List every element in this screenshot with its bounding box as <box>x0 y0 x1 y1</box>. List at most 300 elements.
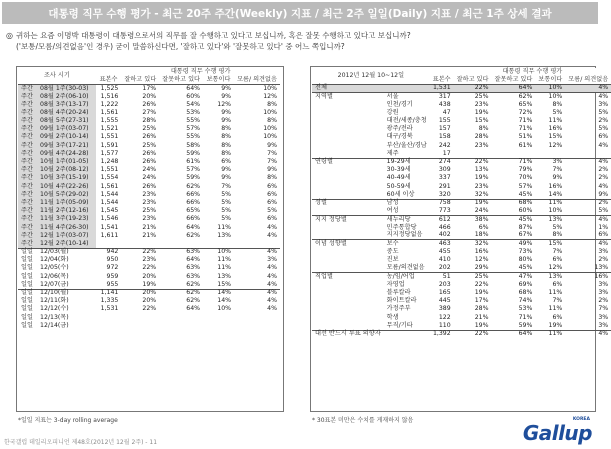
row-label: 12월 1주(03-07) <box>37 232 96 240</box>
bad-pct <box>159 322 203 330</box>
row-type: 일일 <box>21 321 33 329</box>
dk-pct: 2% <box>598 297 609 305</box>
base-count <box>96 322 122 330</box>
good-pct: 23% <box>142 198 157 206</box>
neutral-pct: 9% <box>221 166 232 174</box>
row-label: 학생 <box>386 313 399 321</box>
row-type <box>312 183 384 191</box>
dk-pct: 6% <box>598 133 609 141</box>
table-row <box>312 248 611 256</box>
base-count: 1,554 <box>100 174 119 182</box>
dk-pct: 6% <box>267 190 277 198</box>
neutral-pct: 5% <box>221 207 232 215</box>
row-label: 12/13(목) <box>40 313 69 321</box>
good-pct: 19% <box>142 280 157 288</box>
bad-pct: 73% <box>518 248 533 256</box>
row-type <box>312 191 384 199</box>
dk-header: 모름/ 의견없음 <box>234 76 280 84</box>
row-label: 광주/전라 <box>386 125 413 133</box>
bad-pct: 55% <box>186 133 201 141</box>
good-pct: 6% <box>478 223 489 231</box>
good-pct: 22% <box>454 158 492 166</box>
base-count: 445 <box>438 297 451 305</box>
good-pct: 12% <box>474 256 489 264</box>
table-row <box>312 109 611 117</box>
base-count <box>96 314 122 322</box>
table-row <box>18 232 280 240</box>
base-count: 1,531 <box>430 84 454 92</box>
row-label: 12/10(월) <box>37 289 96 297</box>
base-count: 1,541 <box>100 223 119 231</box>
bad-pct: 63% <box>159 248 203 256</box>
base-count: 1,335 <box>100 297 119 305</box>
bad-pct: 66% <box>186 190 201 198</box>
base-count: 950 <box>106 256 119 264</box>
table-row <box>312 215 611 223</box>
table-row <box>312 256 611 264</box>
row-label: 중도 <box>386 248 399 256</box>
neutral-pct: 16% <box>548 125 563 133</box>
neutral-pct: 11% <box>548 117 563 125</box>
good-pct: 21% <box>474 313 489 321</box>
table-row <box>312 289 611 297</box>
row-type: 주간 <box>18 134 37 142</box>
base-count: 1,141 <box>96 289 122 297</box>
good-pct: 22% <box>454 84 492 92</box>
base-count: 1,525 <box>96 84 122 92</box>
good-pct: 26% <box>142 133 157 141</box>
good-pct: 19% <box>474 321 489 329</box>
row-type <box>312 125 384 133</box>
good-pct: 23% <box>142 256 157 264</box>
dk-pct: 4% <box>267 272 277 280</box>
bad-pct: 45% <box>492 215 536 223</box>
neutral-pct: 7% <box>552 297 563 305</box>
rating-group-header: 대통령 직무 수행 평가 <box>121 68 280 76</box>
good-pct: 23% <box>474 100 489 108</box>
bad-pct: 59% <box>186 174 201 182</box>
dk-pct: 3% <box>598 280 609 288</box>
neutral-pct: 5% <box>552 223 563 231</box>
good-pct: 21% <box>142 231 157 239</box>
good-pct <box>121 240 159 248</box>
table-row <box>18 322 280 330</box>
good-pct: 22% <box>474 280 489 288</box>
gallup-logo <box>522 417 592 445</box>
base-count: 320 <box>438 190 451 198</box>
neutral-pct: 11% <box>535 199 565 207</box>
good-pct: 18% <box>474 231 489 239</box>
neutral-pct: 8% <box>221 149 232 157</box>
bad-pct <box>159 240 203 248</box>
bad-pct: 59% <box>186 149 201 157</box>
row-type: 전체 <box>312 84 384 92</box>
table-row <box>18 265 280 273</box>
bad-pct: 74% <box>518 297 533 305</box>
base-count: 110 <box>438 321 451 329</box>
good-pct: 23% <box>474 182 489 190</box>
dk-pct: 3% <box>598 289 609 297</box>
neutral-pct: 8% <box>221 125 232 133</box>
row-label: 12/12(수) <box>40 305 69 313</box>
dk-pct: 9% <box>267 166 277 174</box>
neutral-pct: 12% <box>548 264 563 272</box>
neutral-pct: 12% <box>217 100 232 108</box>
bad-pct: 72% <box>518 108 533 116</box>
dk-pct: 4% <box>267 223 277 231</box>
row-label: 09월 1주(03-07) <box>37 125 96 133</box>
good-pct: 17% <box>474 297 489 305</box>
row-type: 이념 성향별 <box>312 240 384 248</box>
neutral-pct: 11% <box>217 223 232 231</box>
neutral-pct: 15% <box>535 240 565 248</box>
row-label: 10월 1주(01-05) <box>37 158 96 166</box>
dk-pct: 4% <box>565 240 611 248</box>
bullet-icon: ◎ <box>6 31 13 40</box>
dk-pct: 4% <box>565 215 611 223</box>
good-pct: 26% <box>142 100 157 108</box>
dk-pct: 10% <box>263 125 277 133</box>
neutral-pct: 6% <box>552 280 563 288</box>
neutral-pct <box>535 150 565 158</box>
dk-pct: 3% <box>267 256 277 264</box>
row-label: 50-59세 <box>386 182 411 190</box>
row-type: 직업별 <box>312 273 384 281</box>
detail-table <box>312 68 611 338</box>
table-row <box>18 224 280 232</box>
neutral-pct: 11% <box>535 330 565 338</box>
daily-note: *일일 지표는 3-day rolling average <box>18 417 118 424</box>
row-type: 주간 <box>18 93 37 101</box>
good-pct: 26% <box>142 158 157 166</box>
neutral-pct: 9% <box>221 174 232 182</box>
bad-pct: 62% <box>159 289 203 297</box>
good-pct: 24% <box>142 166 157 174</box>
neutral-pct: 11% <box>217 264 232 272</box>
good-pct: 17% <box>121 84 159 92</box>
neutral-pct: 10% <box>217 305 232 313</box>
neutral-pct: 5% <box>221 198 232 206</box>
good-pct: 25% <box>454 273 492 281</box>
row-type: 주간 <box>18 183 37 191</box>
table-row <box>312 322 611 330</box>
dk-pct <box>234 314 280 322</box>
sample-note: * 30표본 미만은 수치를 게재하지 않음 <box>312 417 414 424</box>
neutral-pct: 8% <box>552 100 563 108</box>
row-type: 주간 <box>18 117 37 125</box>
row-label: 여성 <box>386 206 399 214</box>
neutral-pct: 6% <box>552 313 563 321</box>
base-count: 438 <box>438 100 451 108</box>
dk-pct: 4% <box>565 330 611 338</box>
bad-pct: 64% <box>186 305 201 313</box>
row-label: 09월 2주(10-14) <box>37 134 96 142</box>
row-label: 12월 2주(10-14) <box>37 240 96 248</box>
bad-pct: 63% <box>186 264 201 272</box>
base-count: 202 <box>438 264 451 272</box>
dk-pct: 6% <box>267 182 277 190</box>
table-row <box>312 207 611 215</box>
table-row <box>312 125 611 133</box>
row-label: 부산/울산/경남 <box>386 141 427 149</box>
row-label: 보수 <box>384 240 430 248</box>
row-type <box>312 166 384 174</box>
row-type: 주간 <box>18 174 37 182</box>
neutral-pct: 19% <box>548 321 563 329</box>
detail-period-header: 2012년 12월 10~12일 <box>312 68 430 84</box>
good-pct: 23% <box>142 190 157 198</box>
neutral-pct: 5% <box>552 108 563 116</box>
base-count <box>96 240 122 248</box>
base-count: 1,577 <box>100 149 119 157</box>
dk-pct: 8% <box>267 100 277 108</box>
base-count: 158 <box>438 133 451 141</box>
dk-pct: 8% <box>267 117 277 125</box>
row-type: 주간 <box>18 207 37 215</box>
neutral-pct: 5% <box>221 215 232 223</box>
bad-pct: 54% <box>186 100 201 108</box>
row-type <box>312 150 384 158</box>
bad-pct: 71% <box>492 158 536 166</box>
table-row <box>18 142 280 150</box>
base-count: 317 <box>430 93 454 101</box>
good-pct: 25% <box>454 93 492 101</box>
table-row <box>18 305 280 313</box>
bad-pct: 61% <box>518 141 533 149</box>
dk-pct: 3% <box>598 248 609 256</box>
bad-pct: 61% <box>186 158 201 166</box>
dk-pct: 3% <box>598 100 609 108</box>
dk-pct <box>234 322 280 330</box>
dk-pct: 5% <box>267 207 277 215</box>
bad-pct <box>159 314 203 322</box>
dk-pct: 2% <box>598 117 609 125</box>
table-row <box>18 314 280 322</box>
table-row <box>18 101 280 109</box>
good-pct: 8% <box>478 125 489 133</box>
bad-pct: 60% <box>518 206 533 214</box>
good-pct: 28% <box>142 117 157 125</box>
question-line-1: 귀하는 요즘 이명박 대통령이 대통령으로서의 직무를 잘 수행하고 있다고 보십니까, 혹은 잘못 수행하고 있다고 보십니까? <box>16 31 411 40</box>
base-count: 274 <box>430 158 454 166</box>
base-count: 466 <box>438 223 451 231</box>
base-count: 1,546 <box>100 215 119 223</box>
table-row <box>18 240 280 248</box>
base-count: 1,544 <box>100 190 119 198</box>
bad-pct: 65% <box>518 100 533 108</box>
table-row <box>312 142 611 150</box>
neutral-pct: 13% <box>535 215 565 223</box>
row-label: 08월 5주(27-31) <box>37 117 96 125</box>
row-type <box>312 265 384 273</box>
neutral-pct: 9% <box>552 174 563 182</box>
detail-bad-header: 잘못하고 있다 <box>492 76 536 84</box>
neutral-pct: 14% <box>203 289 234 297</box>
bad-pct: 80% <box>518 256 533 264</box>
row-type: 일일 <box>21 305 33 313</box>
table-row <box>18 273 280 281</box>
bad-pct: 65% <box>186 207 201 215</box>
neutral-pct: 10% <box>548 206 563 214</box>
table-row <box>312 84 611 92</box>
neutral-pct: 15% <box>217 280 232 288</box>
dk-pct: 9% <box>598 190 609 198</box>
dk-pct: 6% <box>267 215 277 223</box>
base-count: 242 <box>438 141 451 149</box>
bad-pct: 64% <box>492 330 536 338</box>
row-label: 자영업 <box>386 280 405 288</box>
dk-pct: 4% <box>234 289 280 297</box>
dk-pct: 2% <box>598 166 609 174</box>
dk-pct: 2% <box>598 174 609 182</box>
base-count: 758 <box>430 199 454 207</box>
neutral-pct: 13% <box>217 272 232 280</box>
table-row <box>312 314 611 322</box>
row-type: 주간 <box>18 166 37 174</box>
neutral-pct <box>203 240 234 248</box>
neutral-pct: 16% <box>548 182 563 190</box>
row-type <box>312 142 384 150</box>
bad-pct: 45% <box>518 190 533 198</box>
bad-pct: 55% <box>186 117 201 125</box>
base-count: 402 <box>438 231 451 239</box>
weekly-daily-table <box>18 68 280 330</box>
neutral-pct: 9% <box>221 108 232 116</box>
dk-pct: 4% <box>565 158 611 166</box>
row-type <box>312 134 384 142</box>
row-label: 대구/경북 <box>386 133 413 141</box>
dk-pct: 10% <box>263 133 277 141</box>
dk-pct: 4% <box>267 264 277 272</box>
neutral-pct: 7% <box>221 182 232 190</box>
neutral-pct: 6% <box>552 256 563 264</box>
base-count: 1,392 <box>430 330 454 338</box>
neutral-pct: 10% <box>535 93 565 101</box>
survey-question <box>6 30 596 52</box>
good-pct: 26% <box>142 182 157 190</box>
good-pct: 28% <box>474 305 489 313</box>
bad-pct: 58% <box>186 141 201 149</box>
bad-pct: 57% <box>186 125 201 133</box>
row-type <box>312 289 384 297</box>
base-count: 410 <box>438 256 451 264</box>
good-pct: 26% <box>142 149 157 157</box>
row-label: 새누리당 <box>384 215 430 223</box>
base-count: 1,561 <box>100 182 119 190</box>
table-row <box>312 174 611 182</box>
good-pct: 27% <box>142 108 157 116</box>
neutral-pct: 7% <box>552 248 563 256</box>
neutral-pct: 9% <box>221 92 232 100</box>
table-row <box>18 191 280 199</box>
good-pct: 19% <box>474 174 489 182</box>
row-type <box>312 109 384 117</box>
good-header: 잘하고 있다 <box>121 76 159 84</box>
bad-pct <box>492 150 536 158</box>
row-type <box>312 305 384 313</box>
page-footer: 한국갤럽 데일리오피니언 제48호(2012년 12월 2주) - 11 <box>4 439 158 446</box>
base-count: 309 <box>438 166 451 174</box>
good-pct: 32% <box>474 190 489 198</box>
row-type: 주간 <box>18 232 37 240</box>
row-label: 민주통합당 <box>386 223 417 231</box>
detail-base-header: 표본수 <box>430 76 454 84</box>
bad-pct: 64% <box>159 84 203 92</box>
base-count: 959 <box>106 272 119 280</box>
bad-pct: 62% <box>492 93 536 101</box>
row-label: 11월 3주(19-23) <box>37 215 96 223</box>
good-pct: 16% <box>474 248 489 256</box>
row-type: 일일 <box>21 256 33 264</box>
bad-pct: 51% <box>518 133 533 141</box>
row-label: 10월 3주(15-19) <box>37 174 96 182</box>
bad-pct: 62% <box>186 280 201 288</box>
period-header: 조사 시기 <box>18 68 96 84</box>
base-count: 773 <box>438 206 451 214</box>
base-count: 122 <box>438 313 451 321</box>
dk-pct: 10% <box>263 108 277 116</box>
neutral-pct: 10% <box>203 248 234 256</box>
bad-pct: 67% <box>518 231 533 239</box>
bad-pct: 57% <box>518 182 533 190</box>
row-label: 화이트칼라 <box>386 297 417 305</box>
row-label: 40-49세 <box>386 174 411 182</box>
table-row <box>312 305 611 313</box>
good-pct <box>454 150 492 158</box>
good-pct: 19% <box>454 199 492 207</box>
row-label <box>384 330 430 338</box>
good-pct: 22% <box>454 330 492 338</box>
row-type: 일일 <box>21 313 33 321</box>
bad-pct: 66% <box>186 215 201 223</box>
neutral-pct <box>203 322 234 330</box>
row-label: 19-29세 <box>384 158 430 166</box>
table-row <box>312 273 611 281</box>
neutral-pct: 6% <box>221 158 232 166</box>
dk-pct: 7% <box>598 305 609 313</box>
good-pct: 25% <box>142 207 157 215</box>
dk-pct: 2% <box>598 256 609 264</box>
good-pct: 19% <box>474 289 489 297</box>
dk-pct: 4% <box>598 141 609 149</box>
good-pct: 25% <box>142 125 157 133</box>
row-label <box>384 84 430 92</box>
dk-pct: 4% <box>267 280 277 288</box>
table-row <box>18 183 280 191</box>
dk-pct: 4% <box>565 93 611 101</box>
table-row <box>18 134 280 142</box>
bad-pct: 53% <box>518 305 533 313</box>
dk-pct: 4% <box>565 84 611 92</box>
row-type <box>312 174 384 182</box>
row-label: 대전/세종/충청 <box>386 117 427 125</box>
dk-pct: 7% <box>267 149 277 157</box>
dk-pct: 10% <box>234 84 280 92</box>
neutral-pct: 5% <box>221 190 232 198</box>
table-row <box>312 240 611 248</box>
dk-pct: 4% <box>267 305 277 313</box>
dk-pct: 16% <box>565 273 611 281</box>
detail-dk-header: 모름/ 의견없음 <box>565 76 611 84</box>
base-count: 47 <box>442 108 451 116</box>
dk-pct: 13% <box>594 264 609 272</box>
row-type: 일일 <box>21 297 33 305</box>
row-type <box>312 101 384 109</box>
bad-pct: 62% <box>186 231 201 239</box>
row-type: 주간 <box>18 199 37 207</box>
neutral-pct: 9% <box>221 117 232 125</box>
row-label: 무직/기타 <box>386 321 413 329</box>
